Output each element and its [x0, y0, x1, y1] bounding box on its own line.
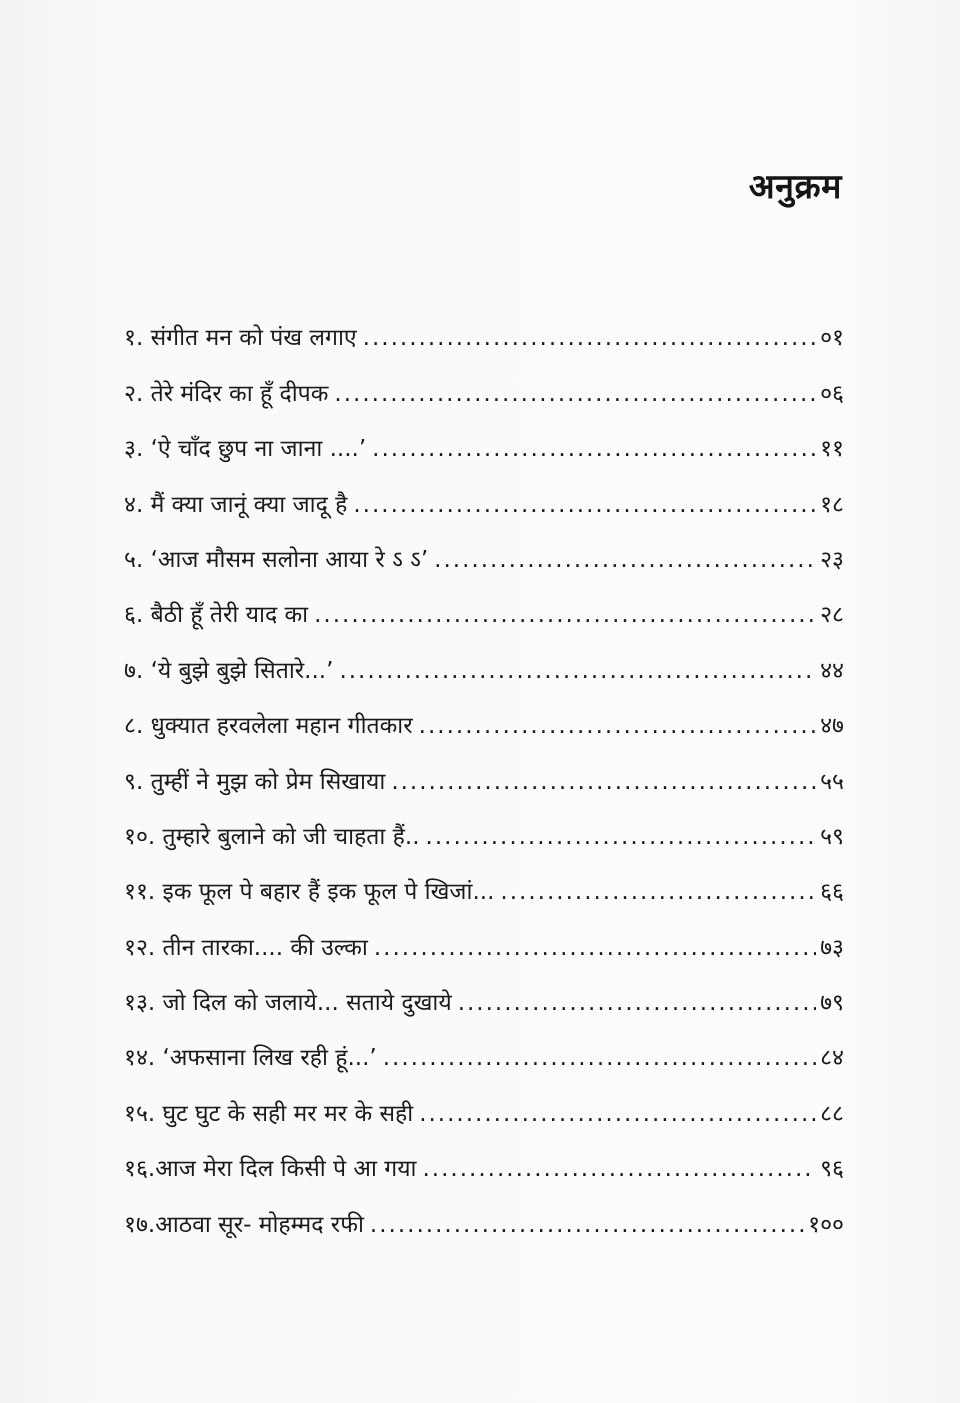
- toc-entry: [124, 298, 844, 353]
- toc-entry-page: १८: [820, 491, 844, 518]
- table-of-contents: [124, 298, 844, 1240]
- dot-leader: [334, 379, 816, 409]
- toc-entry-page: ७९: [820, 990, 844, 1017]
- toc-entry-page: ०१: [820, 325, 844, 352]
- toc-entry-title: १०. तुम्हारे बुलाने को जी चाहता हैं..: [124, 823, 420, 850]
- toc-entry: [124, 353, 844, 408]
- dot-leader: [372, 434, 816, 464]
- toc-entry-page: ५९: [820, 823, 844, 850]
- toc-entry-page: ८४: [820, 1045, 844, 1072]
- contents-heading: अनुक्रम: [748, 167, 842, 207]
- dot-leader: [458, 988, 816, 1018]
- toc-entry-page: २८: [820, 602, 844, 629]
- toc-entry-page: ४४: [820, 657, 844, 684]
- dot-leader: [339, 656, 816, 686]
- toc-entry: [124, 963, 844, 1018]
- toc-entry-title: ८. धुक्यात हरवलेला महान गीतकार: [124, 713, 413, 740]
- toc-entry-title: १४. ‘अफसाना लिख रही हूं...’: [124, 1045, 377, 1072]
- dot-leader: [314, 600, 816, 630]
- toc-entry-page: ११: [820, 436, 844, 463]
- toc-entry: [124, 575, 844, 630]
- toc-entry-title: ६. बैठी हूँ तेरी याद का: [124, 602, 309, 629]
- toc-entry-page: १००: [808, 1211, 844, 1238]
- toc-entry-page: ९६: [820, 1156, 844, 1183]
- toc-entry-title: १६.आज मेरा दिल किसी पे आ गया: [124, 1156, 417, 1183]
- toc-entry: [124, 741, 844, 796]
- toc-entry: [124, 630, 844, 685]
- toc-entry: [124, 1073, 844, 1128]
- toc-entry: [124, 520, 844, 575]
- toc-entry-title: १३. जो दिल को जलाये... सताये दुखाये: [124, 990, 452, 1017]
- toc-entry-title: १. संगीत मन को पंख लगाए: [124, 325, 357, 352]
- toc-entry: [124, 1184, 844, 1239]
- dot-leader: [419, 711, 816, 741]
- toc-entry-title: ७. ‘ये बुझे बुझे सितारे...’: [124, 657, 334, 684]
- toc-entry-title: ३. ‘ऐ चाँद छुप ना जाना ....’: [124, 436, 367, 463]
- toc-entry: [124, 1129, 844, 1184]
- toc-entry-page: ८८: [820, 1100, 844, 1127]
- dot-leader: [383, 1043, 816, 1073]
- dot-leader: [500, 877, 816, 907]
- toc-entry-title: १५. घुट घुट के सही मर मर के सही: [124, 1100, 414, 1127]
- toc-entry-page: ०६: [820, 380, 844, 407]
- dot-leader: [363, 323, 816, 353]
- dot-leader: [374, 933, 816, 963]
- toc-entry: [124, 1018, 844, 1073]
- toc-entry-title: ५. ‘आज मौसम सलोना आया रे ऽ ऽ’: [124, 546, 429, 573]
- toc-entry-title: १२. तीन तारका.... की उल्का: [124, 934, 368, 961]
- dot-leader: [419, 1099, 816, 1129]
- dot-leader: [434, 545, 816, 575]
- dot-leader: [426, 822, 817, 852]
- dot-leader: [353, 490, 816, 520]
- toc-entry-title: २. तेरे मंदिर का हूँ दीपक: [124, 380, 329, 407]
- toc-entry: [124, 409, 844, 464]
- toc-entry-title: १७.आठवा सूर- मोहम्मद रफी: [124, 1211, 364, 1238]
- toc-entry-page: ७३: [820, 934, 844, 961]
- toc-entry: [124, 686, 844, 741]
- dot-leader: [370, 1210, 804, 1240]
- dot-leader: [423, 1154, 817, 1184]
- dot-leader: [391, 767, 816, 797]
- toc-entry-page: ५५: [820, 768, 844, 795]
- toc-entry-title: ११. इक फूल पे बहार हैं इक फूल पे खिजां...: [124, 879, 495, 906]
- toc-entry-page: ४७: [820, 713, 844, 740]
- toc-entry-page: २३: [820, 546, 844, 573]
- toc-entry: [124, 464, 844, 519]
- toc-entry: [124, 907, 844, 962]
- toc-entry: [124, 852, 844, 907]
- toc-entry: [124, 797, 844, 852]
- toc-entry-page: ६६: [820, 879, 844, 906]
- toc-entry-title: ९. तुम्हीं ने मुझ को प्रेम सिखाया: [124, 768, 386, 795]
- toc-entry-title: ४. मैं क्या जानूं क्या जादू है: [124, 491, 348, 518]
